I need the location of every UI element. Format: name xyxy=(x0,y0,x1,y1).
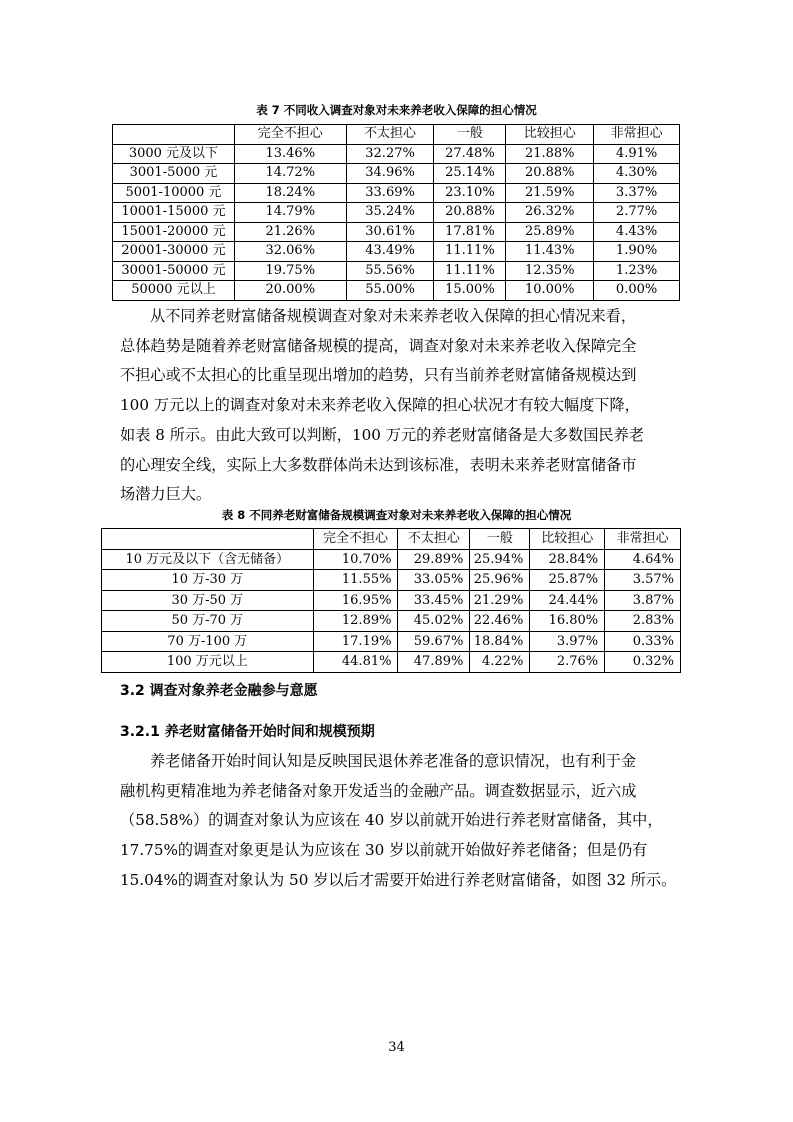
value-cell: 47.89% xyxy=(398,652,470,673)
table-header-cell: 一般 xyxy=(470,529,530,550)
value-cell: 29.89% xyxy=(398,549,470,570)
table-row xyxy=(113,144,680,164)
row-label-cell: 3001-5000 元 xyxy=(113,164,235,184)
value-cell: 33.69% xyxy=(346,183,434,203)
value-cell: 3.57% xyxy=(605,570,681,591)
value-cell: 11.11% xyxy=(434,261,506,281)
value-cell: 34.96% xyxy=(346,164,434,184)
value-cell: 27.48% xyxy=(434,144,506,164)
table-header-row xyxy=(113,125,680,145)
value-cell: 0.32% xyxy=(605,652,681,673)
row-label-cell: 50 万-70 万 xyxy=(102,611,314,632)
paragraph-line: 100 万元以上的调查对象对未来养老收入保障的担心状况才有较大幅度下降， xyxy=(120,396,640,415)
value-cell: 0.00% xyxy=(594,281,680,301)
paragraph-line: 不担心或不太担心的比重呈现出增加的趋势，只有当前养老财富储备规模达到 xyxy=(120,366,637,385)
paragraph-line: （58.58%）的调查对象认为应该在 40 岁以前就开始进行养老财富储备，其中， xyxy=(120,811,663,830)
value-cell: 28.84% xyxy=(530,549,605,570)
value-cell: 20.88% xyxy=(434,203,506,223)
table-row xyxy=(102,631,681,652)
paragraph-line: 17.75%的调查对象更是认为应该在 30 岁以前就开始做好养老储备；但是仍有 xyxy=(120,841,648,860)
table-header-cell: 比较担心 xyxy=(506,125,594,145)
paragraph-line: 融机构更精准地为养老储备对象开发适当的金融产品。调查数据显示，近六成 xyxy=(120,781,637,800)
value-cell: 12.35% xyxy=(506,261,594,281)
income-worry-table xyxy=(112,124,680,301)
row-label-cell: 100 万元以上 xyxy=(102,652,314,673)
table-row xyxy=(102,549,681,570)
value-cell: 2.76% xyxy=(530,652,605,673)
value-cell: 59.67% xyxy=(398,631,470,652)
value-cell: 4.30% xyxy=(594,164,680,184)
row-label-cell: 50000 元以上 xyxy=(113,281,235,301)
section-heading-3-2: 3.2 调查对象养老金融参与意愿 xyxy=(120,683,318,699)
value-cell: 55.56% xyxy=(346,261,434,281)
value-cell: 14.72% xyxy=(234,164,346,184)
value-cell: 24.44% xyxy=(530,590,605,611)
value-cell: 15.00% xyxy=(434,281,506,301)
table-row xyxy=(102,590,681,611)
value-cell: 13.46% xyxy=(234,144,346,164)
paragraph-line: 从不同养老财富储备规模调查对象对未来养老收入保障的担心情况来看， xyxy=(150,307,636,325)
table-header-cell: 完全不担心 xyxy=(313,529,398,550)
value-cell: 11.43% xyxy=(506,242,594,262)
row-label-cell: 70 万-100 万 xyxy=(102,631,314,652)
value-cell: 35.24% xyxy=(346,203,434,223)
value-cell: 25.94% xyxy=(470,549,530,570)
value-cell: 22.46% xyxy=(470,611,530,632)
table-header-cell: 一般 xyxy=(434,125,506,145)
value-cell: 4.43% xyxy=(594,222,680,242)
value-cell: 14.79% xyxy=(234,203,346,223)
table7-caption: 表 7 不同收入调查对象对未来养老收入保障的担心情况 xyxy=(256,103,537,117)
value-cell: 25.14% xyxy=(434,164,506,184)
value-cell: 3.87% xyxy=(605,590,681,611)
table-row xyxy=(102,611,681,632)
row-label-cell: 10 万元及以下（含无储备） xyxy=(102,549,314,570)
table-header-cell: 完全不担心 xyxy=(234,125,346,145)
savings-worry-table xyxy=(101,528,681,673)
value-cell: 32.06% xyxy=(234,242,346,262)
value-cell: 25.89% xyxy=(506,222,594,242)
table-row xyxy=(113,242,680,262)
table-row xyxy=(102,570,681,591)
value-cell: 10.00% xyxy=(506,281,594,301)
table-header-cell: 不太担心 xyxy=(346,125,434,145)
row-label-cell: 3000 元及以下 xyxy=(113,144,235,164)
value-cell: 3.37% xyxy=(594,183,680,203)
value-cell: 20.00% xyxy=(234,281,346,301)
table-header-cell: 非常担心 xyxy=(605,529,681,550)
value-cell: 25.96% xyxy=(470,570,530,591)
value-cell: 44.81% xyxy=(313,652,398,673)
value-cell: 20.88% xyxy=(506,164,594,184)
table8-caption: 表 8 不同养老财富储备规模调查对象对未来养老收入保障的担心情况 xyxy=(221,508,572,522)
value-cell: 19.75% xyxy=(234,261,346,281)
paragraph-line: 如表 8 所示。由此大致可以判断，100 万元的养老财富储备是大多数国民养老 xyxy=(120,425,644,444)
row-label-cell: 10 万-30 万 xyxy=(102,570,314,591)
value-cell: 33.05% xyxy=(398,570,470,591)
page-number: 34 xyxy=(388,1040,405,1055)
value-cell: 18.24% xyxy=(234,183,346,203)
value-cell: 25.87% xyxy=(530,570,605,591)
paragraph-line: 15.04%的调查对象认为 50 岁以后才需要开始进行养老财富储备，如图 32 所示。 xyxy=(120,870,677,889)
value-cell: 11.55% xyxy=(313,570,398,591)
row-label-cell: 30 万-50 万 xyxy=(102,590,314,611)
value-cell: 1.90% xyxy=(594,242,680,262)
table-row xyxy=(113,164,680,184)
value-cell: 23.10% xyxy=(434,183,506,203)
table-header-row xyxy=(102,529,681,550)
row-label-cell: 20001-30000 元 xyxy=(113,242,235,262)
value-cell: 21.88% xyxy=(506,144,594,164)
value-cell: 3.97% xyxy=(530,631,605,652)
row-label-cell: 30001-50000 元 xyxy=(113,261,235,281)
value-cell: 32.27% xyxy=(346,144,434,164)
value-cell: 16.95% xyxy=(313,590,398,611)
row-label-cell: 5001-10000 元 xyxy=(113,183,235,203)
value-cell: 10.70% xyxy=(313,549,398,570)
value-cell: 0.33% xyxy=(605,631,681,652)
value-cell: 4.64% xyxy=(605,549,681,570)
value-cell: 16.80% xyxy=(530,611,605,632)
table-row xyxy=(102,652,681,673)
table-header-cell: 不太担心 xyxy=(398,529,470,550)
table-header-cell xyxy=(102,529,314,550)
value-cell: 17.81% xyxy=(434,222,506,242)
value-cell: 17.19% xyxy=(313,631,398,652)
row-label-cell: 10001-15000 元 xyxy=(113,203,235,223)
value-cell: 18.84% xyxy=(470,631,530,652)
table-header-cell: 非常担心 xyxy=(594,125,680,145)
paragraph-line: 总体趋势是随着养老财富储备规模的提高，调查对象对未来养老收入保障完全 xyxy=(120,336,637,355)
value-cell: 21.29% xyxy=(470,590,530,611)
subsection-heading-3-2-1: 3.2.1 养老财富储备开始时间和规模预期 xyxy=(120,724,375,740)
table-row xyxy=(113,203,680,223)
value-cell: 2.77% xyxy=(594,203,680,223)
table-header-cell: 比较担心 xyxy=(530,529,605,550)
value-cell: 2.83% xyxy=(605,611,681,632)
value-cell: 4.91% xyxy=(594,144,680,164)
table-header-cell xyxy=(113,125,235,145)
table-row xyxy=(113,261,680,281)
paragraph-line: 养老储备开始时间认知是反映国民退休养老准备的意识情况，也有利于金 xyxy=(150,752,636,770)
table-row xyxy=(113,183,680,203)
value-cell: 12.89% xyxy=(313,611,398,632)
paragraph-line: 场潜力巨大。 xyxy=(120,485,212,504)
value-cell: 21.26% xyxy=(234,222,346,242)
table-row xyxy=(113,222,680,242)
row-label-cell: 15001-20000 元 xyxy=(113,222,235,242)
value-cell: 4.22% xyxy=(470,652,530,673)
value-cell: 43.49% xyxy=(346,242,434,262)
paragraph-line: 的心理安全线，实际上大多数群体尚未达到该标准，表明未来养老财富储备市 xyxy=(120,455,637,474)
paragraph-start-time xyxy=(120,747,680,896)
value-cell: 11.11% xyxy=(434,242,506,262)
value-cell: 45.02% xyxy=(398,611,470,632)
value-cell: 21.59% xyxy=(506,183,594,203)
paragraph-savings-analysis xyxy=(120,302,680,510)
value-cell: 1.23% xyxy=(594,261,680,281)
value-cell: 55.00% xyxy=(346,281,434,301)
value-cell: 33.45% xyxy=(398,590,470,611)
value-cell: 26.32% xyxy=(506,203,594,223)
table-row xyxy=(113,281,680,301)
value-cell: 30.61% xyxy=(346,222,434,242)
